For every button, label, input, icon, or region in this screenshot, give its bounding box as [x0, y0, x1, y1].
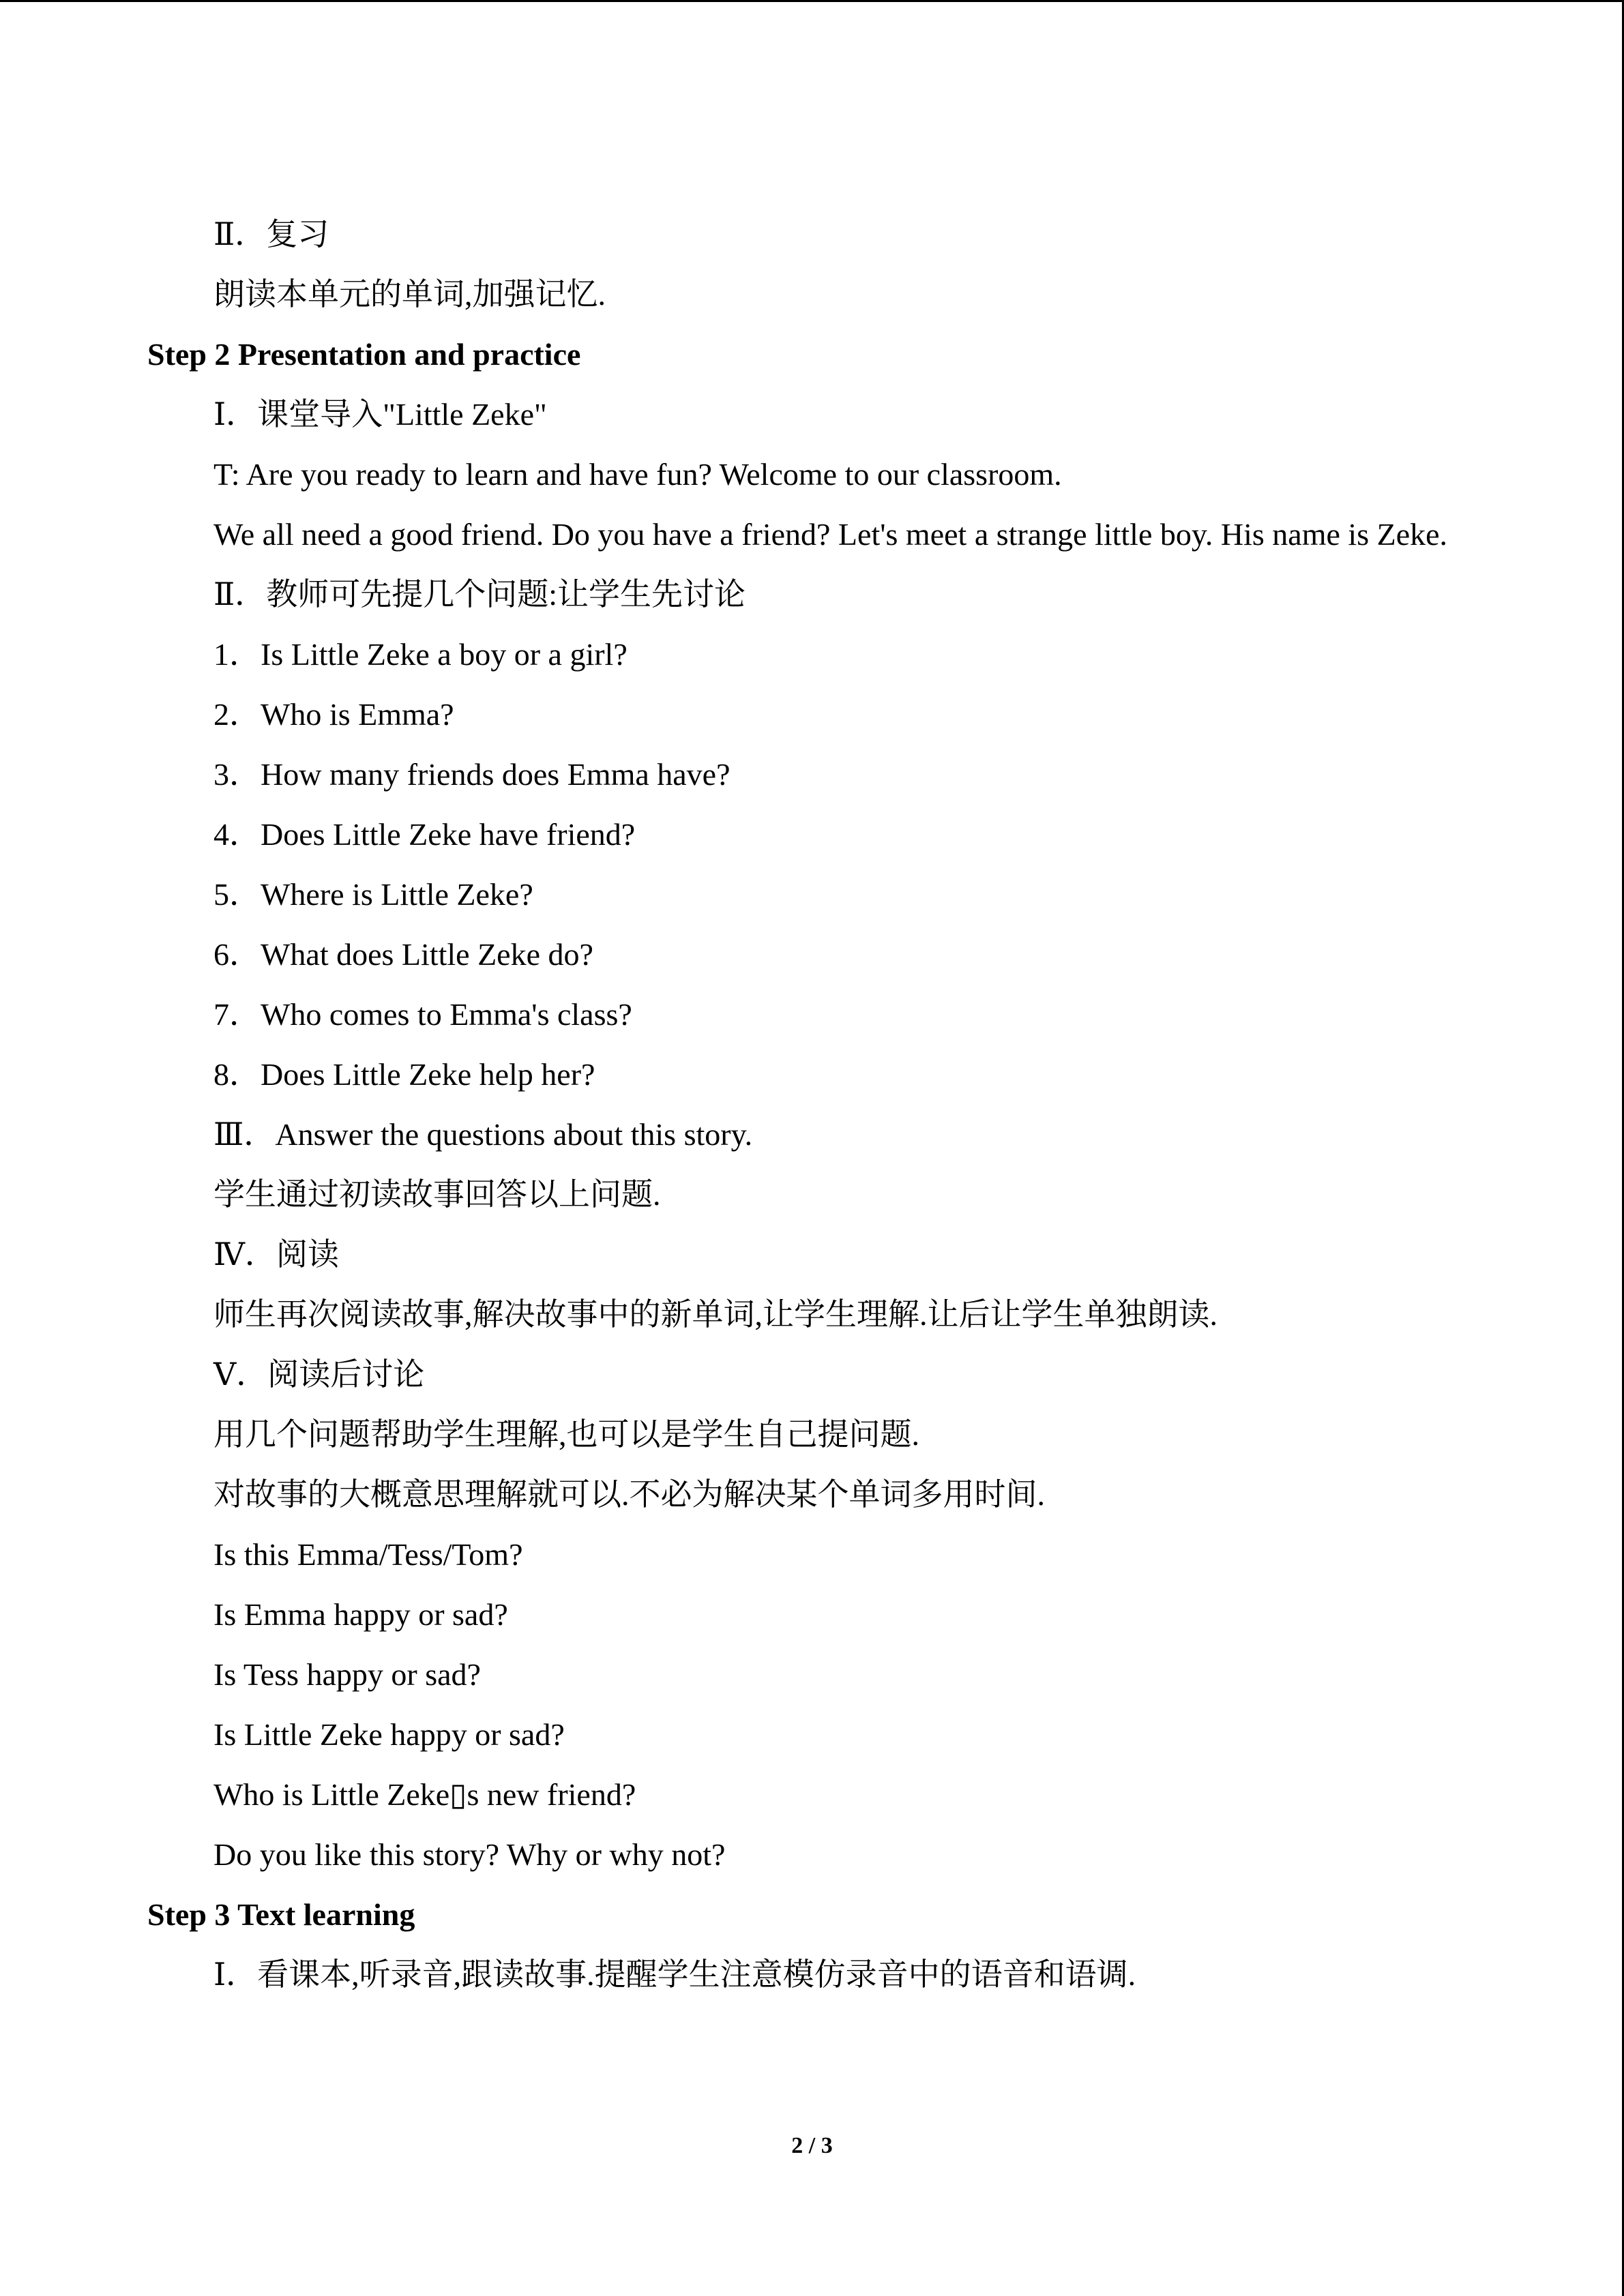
step2-paragraph: We all need a good friend. Do you have a friend? Let's meet a strange little boy. His name is Zeke. [213, 517, 1448, 552]
question-item: 4．Does Little Zeke have friend? [213, 817, 636, 852]
page-number: 2 / 3 [791, 2133, 833, 2158]
answer-title: Ⅲ．Answer the questions about this story. [213, 1117, 753, 1152]
step2-intro: Ⅰ．课堂导入"Little Zeke" [213, 397, 547, 432]
question-item: 7．Who comes to Emma's class? [213, 997, 632, 1032]
question-list [147, 625, 1477, 1105]
read-text: 师生再次阅读故事,解决故事中的新单词,让学生理解.让后让学生单独朗读. [213, 1297, 1217, 1332]
discussion-question: Is this Emma/Tess/Tom? [213, 1537, 523, 1572]
discuss-title: Ⅴ．阅读后讨论 [213, 1357, 425, 1392]
answer-text: 学生通过初读故事回答以上问题. [213, 1177, 661, 1212]
discussion-question: Is Emma happy or sad? [213, 1597, 508, 1632]
question-item: 3．How many friends does Emma have? [213, 757, 730, 792]
step3-heading: Step 3 Text learning [147, 1897, 415, 1932]
step2-heading: Step 2 Presentation and practice [147, 337, 581, 372]
document-body [147, 205, 1477, 2005]
discussion-question-list [147, 1525, 1477, 1885]
step2-questions-title: Ⅱ．教师可先提几个问题:让学生先讨论 [213, 577, 746, 612]
discuss-text-2: 对故事的大概意思理解就可以.不必为解决某个单词多用时间. [213, 1477, 1045, 1512]
discussion-question: Do you like this story? Why or why not? [213, 1837, 726, 1872]
question-item: 8．Does Little Zeke help her? [213, 1057, 595, 1092]
review-text: 朗读本单元的单词,加强记忆. [213, 277, 606, 312]
discussion-question: Who is Little Zeke▯s new friend? [213, 1777, 636, 1812]
step3-item-1: Ⅰ．看课本,听录音,跟读故事.提醒学生注意模仿录音中的语音和语调. [213, 1957, 1136, 1992]
review-title: Ⅱ．复习 [213, 217, 329, 252]
step2-teacher-line: T: Are you ready to learn and have fun? Welcome to our classroom. [213, 457, 1062, 492]
read-title: Ⅳ．阅读 [213, 1237, 339, 1272]
question-item: 2．Who is Emma? [213, 697, 454, 732]
discussion-question: Is Little Zeke happy or sad? [213, 1717, 565, 1752]
question-item: 6．What does Little Zeke do? [213, 937, 593, 972]
discuss-text-1: 用几个问题帮助学生理解,也可以是学生自己提问题. [213, 1417, 919, 1452]
question-item: 1．Is Little Zeke a boy or a girl? [213, 637, 628, 672]
discussion-question: Is Tess happy or sad? [213, 1657, 481, 1692]
question-item: 5．Where is Little Zeke? [213, 877, 533, 912]
